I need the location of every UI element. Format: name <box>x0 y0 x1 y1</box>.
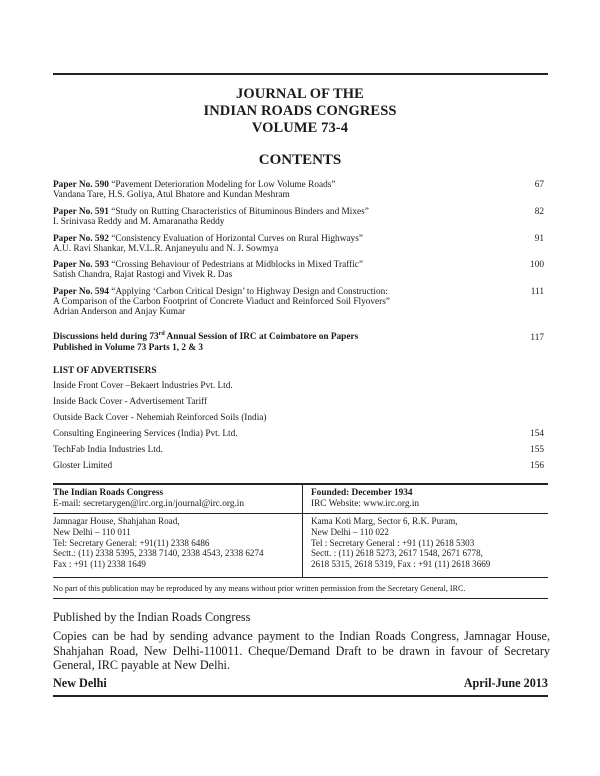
advertiser-item: Consulting Engineering Services (India) Pvt. Ltd. <box>53 429 238 439</box>
paper-page-591: 82 <box>534 207 544 217</box>
paper-page-590: 67 <box>534 180 544 190</box>
footer-rule <box>53 695 548 697</box>
paper-title: “Pavement Deterioration Modeling for Low Volume Roads” <box>111 180 336 190</box>
paper-authors: Adrian Anderson and Anjay Kumar <box>53 307 186 318</box>
address-line: Kama Koti Marg, Sector 6, R.K. Puram, <box>311 516 458 526</box>
advertiser-page: 155 <box>530 445 544 455</box>
volume-title: VOLUME 73-4 <box>251 120 349 136</box>
notice-rule <box>53 598 548 599</box>
paper-entry-594[interactable] <box>53 287 548 318</box>
org-name: The Indian Roads Congress <box>53 488 164 498</box>
paper-title-continued: A Comparison of the Carbon Footprint of Concrete Viaduct and Reinforced Soil Flyovers” <box>53 297 390 308</box>
paper-number: Paper No. 590 <box>53 180 109 190</box>
address-right <box>311 516 490 570</box>
discussions-page: 117 <box>530 333 544 343</box>
copies-info: Copies can be had by sending advance payment to the Indian Roads Congress, Jamnagar House, Shahjahan Road, New Delhi-110011. Cheque/Demand Draft to be drawn in favour of Secretary General, IRC payable at New Delhi. <box>53 629 550 672</box>
discussions-text-cont: Annual Session of IRC at Coimbatore on Papers <box>164 332 359 342</box>
info-box-right-head <box>311 488 419 509</box>
address-line: Tel : Secretary General : +91 (11) 2618 5303 <box>311 537 475 548</box>
journal-title-line2: INDIAN ROADS CONGRESS <box>203 103 397 119</box>
journal-title-line1: JOURNAL OF THE <box>236 86 364 102</box>
address-line: Fax : +91 (11) 2338 1649 <box>53 559 146 570</box>
website[interactable]: IRC Website: www.irc.org.in <box>311 498 420 509</box>
paper-entry-592[interactable] <box>53 234 548 254</box>
paper-number: Paper No. 591 <box>53 207 109 217</box>
advertiser-item: Inside Back Cover - Advertisement Tariff <box>53 397 208 407</box>
discussions-text-line2: Published in Volume 73 Parts 1, 2 & 3 <box>53 343 204 353</box>
info-box-left-head <box>53 488 244 509</box>
discussions-text: Discussions held during 73 <box>53 332 159 342</box>
paper-title: “Applying ‘Carbon Critical Design’ to Highway Design and Construction: <box>111 287 388 297</box>
paper-title: “Consistency Evaluation of Horizontal Curves on Rural Highways” <box>111 234 363 244</box>
paper-entry-590[interactable] <box>53 180 548 200</box>
info-box-divider <box>302 484 303 577</box>
founded: Founded: December 1934 <box>311 488 413 498</box>
discussions-entry[interactable] <box>53 332 493 354</box>
advertiser-item: Gloster Limited <box>53 461 113 471</box>
top-rule <box>53 73 548 75</box>
footer-issue: April-June 2013 <box>463 676 548 690</box>
advertiser-item: TechFab India Industries Ltd. <box>53 445 163 455</box>
copyright-notice: No part of this publication may be reproduced by any means without prior written permission from the Secretary General, IRC. <box>53 584 466 593</box>
address-line: New Delhi – 110 011 <box>53 526 131 537</box>
paper-entry-591[interactable] <box>53 207 548 227</box>
paper-authors: Vandana Tare, H.S. Goliya, Atul Bhatore and Kundan Meshram <box>53 190 290 201</box>
email[interactable]: E-mail: secretarygen@irc.org.in/journal@irc.org.in <box>53 498 245 509</box>
ordinal-suffix: rd <box>158 330 165 337</box>
paper-number: Paper No. 592 <box>53 234 109 244</box>
paper-authors: I. Srinivasa Reddy and M. Amaranatha Reddy <box>53 217 225 228</box>
advertiser-item: Outside Back Cover - Nehemiah Reinforced Soils (India) <box>53 413 267 423</box>
address-line: Tel: Secretary General: +91(11) 2338 6486 <box>53 537 210 548</box>
paper-page-592: 91 <box>534 234 544 244</box>
address-left <box>53 516 264 570</box>
advertiser-page: 156 <box>530 461 544 471</box>
advertiser-item: Inside Front Cover –Bekaert Industries Pvt. Ltd. <box>53 381 233 391</box>
paper-authors: A.U. Ravi Shankar, M.V.L.R. Anjaneyulu and N. J. Sowmya <box>53 244 279 255</box>
published-by: Published by the Indian Roads Congress <box>53 610 251 624</box>
paper-number: Paper No. 594 <box>53 287 109 297</box>
contents-heading: CONTENTS <box>258 152 342 168</box>
info-box-bottom-rule <box>53 577 548 578</box>
advertiser-page: 154 <box>530 429 544 439</box>
address-line: Jamnagar House, Shahjahan Road, <box>53 516 180 526</box>
info-box-top-rule <box>53 483 548 485</box>
advertisers-heading: LIST OF ADVERTISERS <box>53 366 157 376</box>
address-line: 2618 5315, 2618 5319, Fax : +91 (11) 2618 3669 <box>311 559 491 570</box>
paper-title: “Crossing Behaviour of Pedestrians at Midblocks in Mixed Traffic” <box>111 260 364 270</box>
paper-entry-593[interactable] <box>53 260 548 280</box>
paper-page-594: 111 <box>530 287 544 297</box>
address-line: Sectt.: (11) 2338 5395, 2338 7140, 2338 4543, 2338 6274 <box>53 548 264 559</box>
footer-place: New Delhi <box>53 676 107 690</box>
paper-page-593: 100 <box>530 260 544 270</box>
address-line: Sectt. : (11) 2618 5273, 2617 1548, 2671 6778, <box>311 548 483 559</box>
address-line: New Delhi – 110 022 <box>311 526 389 537</box>
info-box-mid-rule <box>53 513 548 514</box>
paper-authors: Satish Chandra, Rajat Rastogi and Vivek R. Das <box>53 270 233 281</box>
paper-number: Paper No. 593 <box>53 260 109 270</box>
paper-title: “Study on Rutting Characteristics of Bituminous Binders and Mixes” <box>111 207 369 217</box>
